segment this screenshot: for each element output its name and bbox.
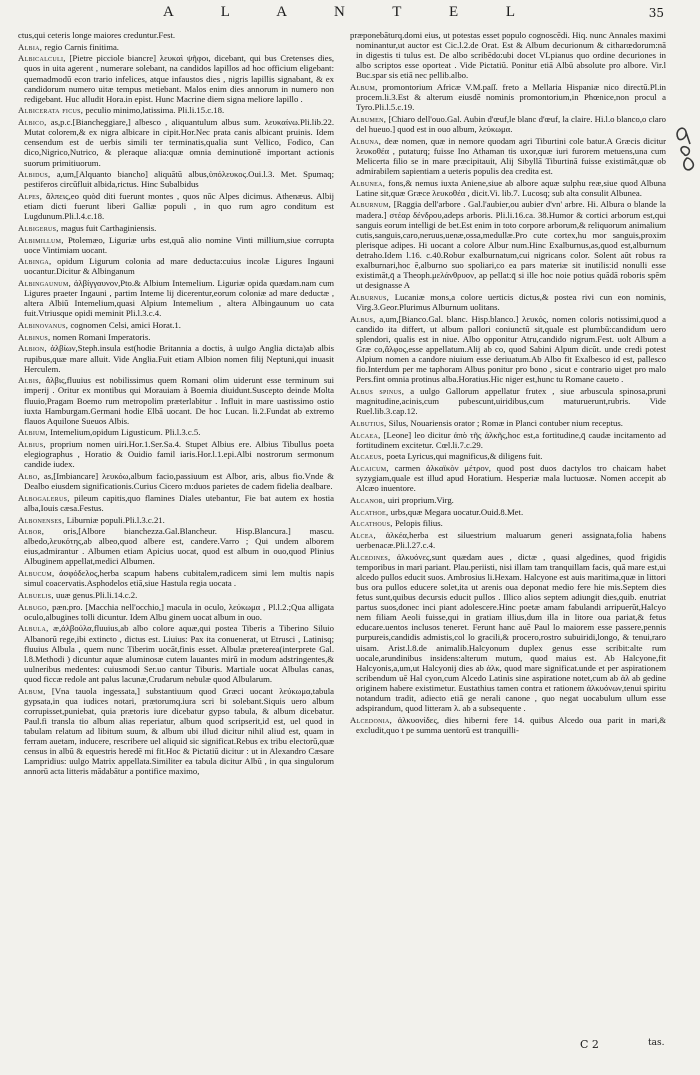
entry-headword: Albula,: [18, 623, 49, 634]
dictionary-entry: [18, 117, 334, 167]
dictionary-entry: [18, 169, 334, 189]
entry-text: oris,[Albore bianchezza.Gal.Blancheur. Hisp.Blancura.] mascu. albedo,λευκότης,ab albeo,quod albere est, candere.Varro ; Qui undem alborem eius,admirantur . Albumen etiam Apicius uocat, quod est album in ouo,quod Plinius Albuginem appellat,medici Albumen.: [24, 526, 334, 567]
entry-text: æ,ἀλβούλα,fluuius,ab albo colore aquæ,qui postea Tiberis a Tiberino Siluio Albanorū rege,ibi extincto , dictus est. Liuius: Pax ita conuenerat, ut Etrusci , Latinisq; fluuius Albula , quem nunc Tiberim uocāt,finis esset. Albulæ præterea(interprete Gal. l.8.Methodi ) dicuntur aquæ aluminosæ cutem lauantes mirū in modum adstringentes,& uulneribus medentes: cuiusmodi Ser.uo cantur Tiburis. Martiale uocat Albulas canas, quod ficcæ redole ant palus lacunæ,Crudarum nebulæ quod Albularum.: [24, 623, 334, 684]
entry-headword: Alcathoe,: [350, 506, 389, 517]
dictionary-entry: [18, 343, 334, 373]
entry-headword: Albonenses,: [18, 514, 65, 525]
running-head: A L A N T E L: [162, 4, 538, 20]
dictionary-entry: [350, 114, 666, 134]
entry-text: peculio minimo,latissima. Pli.li.15.c.18.: [85, 105, 225, 116]
entry-headword: Alburnum,: [350, 199, 392, 210]
dictionary-entry: [18, 602, 334, 622]
entry-headword: Albus spinus,: [350, 385, 405, 396]
entry-headword: Albugo,: [18, 601, 50, 612]
entry-headword: Albingaunum,: [18, 278, 72, 289]
entry-headword: Albutius,: [350, 417, 387, 428]
entry-text: ἀλκυονίδες, dies hiberni fere 14. quibus Alcedo oua parit in mari,& excludit,quo t pe summa uentorū est tranquilli-: [356, 714, 666, 735]
entry-headword: Albor,: [18, 526, 45, 537]
dictionary-entry: [18, 191, 334, 221]
entry-text: ἀσφόδελος,herba scapum habens cubitalem,radicem simi lem multis napis simul coacervatis.Asphodelos etiā,siue Hastula regia uocata .: [24, 568, 334, 589]
dictionary-entry: [18, 53, 334, 103]
entry-headword: Albidus,: [18, 169, 51, 180]
page-number: 35: [648, 6, 664, 20]
left-column: [18, 30, 334, 1030]
entry-text: a,um,[Bianco.Gal. blanc. Hisp.blanco.] λευκός, nomen coloris notissimi,quod a candido ita differt, ut album pallori coniunctū sit,quale est plumbū:candidum uero splendori, qualis est in niue. Albo opponitur Atru,candido nigrum.Fest. uolt Album a Græ co,ἄλφος,esse appellatum.Alij ab co, quod Sabini Alpum dicūt. unde credi potest Alpium nomen a candore niuium esse deriuatum.Ab Albo fit Exalbesco id est, pallesco fio.Interdum per me taphoram Albus ponitur pro bono , sicut e contrario uiget pro malo Pers.fint omnia protinus alba.Horatius.Hic niger est,hunc tu Romane caueto .: [356, 313, 666, 385]
entry-headword: Alpes,: [18, 190, 43, 201]
entry-text: ἀλβίων,Steph.insula est(hodie Britannia a doctis, à uulgo Anglia dicta)ab albis rupibus,quæ mare alluit. Vide Anglia.Fuit etiam Albion nomen filij Neptuni,qui inuasit Herculem.: [24, 343, 334, 374]
entry-headword: Alcedines,: [350, 551, 391, 562]
dictionary-entry: [350, 530, 666, 550]
entry-headword: Albogalerus,: [18, 492, 70, 503]
entry-text: as,p.c.[Biancheggiare,] albesco , aliquantulum albus sum. λευκαίνω.Pli.lib.22. Mutat colorem,& ex nigra albicare in cipit.Hor.Nec prata canis albicant pruinis. Idem censendum est de uerbis simili ter terminatis,qualia sunt Vellico, Fodico, Can dico,Nigrico,Nutrico, & pleraque alia:quæ omnia deminutionē important actionis suorum primitiuorum.: [24, 117, 334, 168]
entry-text: opidum Ligurum colonia ad mare deducta:cuius incolæ Ligures Ingauni uocantur.Dicitur & Albinganum: [24, 256, 334, 277]
entry-text: ἀλκέα,herba est siluestrium maluarum generi assignata,folia habens uerbenacæ.Pli.l.27.c.4.: [356, 529, 666, 550]
entry-text: [Chiaro dell'ouo.Gal. Aubin d'œuf,le blanc d'œuf, la claire. Hi.l.o blanco,o claro del hueuo.] quod est in ouo album, λεύκωμα.: [356, 113, 666, 135]
entry-text: a uulgo Gallorum appellatur frutex , siue arbuscula spinosa,pruni magnitudine,acinis,cum pubescunt,uiridibus,cum maturuerunt,rubris. Vide Ruel.lib.3.cap.12.: [356, 385, 666, 417]
entry-headword: Alcaicum,: [350, 462, 389, 473]
entry-headword: Alcea,: [350, 529, 376, 540]
entry-text: carmen ἀλκαϊκὸν μέτρον, quod post duos dactylos tro chaicam habet syzygiam,quale est illud apud Horatium. Hesperiæ mala luctuosæ. Nomen accepit ab Alcæo inuentore.: [356, 462, 666, 494]
dictionary-entry: [18, 278, 334, 318]
entry-text: ἀλβίγγαυνον,Pto.& Albium Intemelium. Liguriæ opida quædam.nam cum Ligures praeter Ingauni , partim Inteme lij dicerentur,eorum coloniæ ad mare deductæ , altera Albiū Intemelium,quasi Alpium Intemelium , altera Albingaunum uo cata fuit.Vtriusque opidi meminit Pli.l.3.c.4.: [24, 278, 334, 319]
dictionary-entry: [350, 463, 666, 493]
entry-headword: Alcaeus,: [350, 451, 385, 462]
entry-text: as,[Imbiancare] λευκόω,album facio,passiuum est Albor, aris, albus fio.Vnde & Dealbo eiusdem significationis.Curius Cicero m:duos parietes de cadem fidelia dealbare.: [24, 470, 334, 492]
page-header: [0, 0, 700, 26]
entry-text: [Pietre picciole biancre] λευκαὶ ψῆφοι, dicebant, qui bus Cretenses dies, quos in uita agerent , numerare solebant, na candidos lapillos ad hoc officium eligebant: quemadmodū econ trario infelices, atque infaustos dies , nigris lapillis signabant, & ex candidorum numero uitæ tempus metiebant. Malos enim dies annorum in numero non redigebant. Huc alludit Hora.in epist. Hunc Macrine diem signa meliore lapillo .: [24, 53, 334, 104]
dictionary-entry: [350, 386, 666, 416]
dictionary-entry: [18, 223, 334, 233]
entry-text: proprium nomen uiri.Hor.1.Ser.Sa.4. Stupet Albius ere. Albius Tibullus poeta elegiographus , Horatio & Ouidio famil iaris.Hor.l.1.epi.Albi nostrorum sermonum candide iudex.: [24, 439, 334, 470]
dictionary-entry: [18, 30, 334, 40]
entry-text: deæ nomen, quæ in nemore quodam agri Tiburtini cole batur.A Græcis dicitur λευκοθέα , putaturq; fuisse Ino Athaman tis uxor,quæ iuri furorem metuens,una cum Melicerta filio se in mare præcipitauit, Alij Sibyllā Tiburtinā fuisse existimāt,quæ ob admirabilem sapientiam a ueteris populis dea credita est.: [356, 135, 666, 176]
dictionary-entry: [18, 590, 334, 600]
entry-text: poeta Lyricus,qui magnificus,& diligens fuit.: [386, 451, 543, 462]
entry-text: magus fuit Carthaginiensis.: [60, 222, 157, 233]
entry-headword: Albuelis,: [18, 589, 54, 600]
entry-headword: Alcaea,: [350, 429, 381, 440]
dictionary-entry: [18, 235, 334, 255]
entry-headword: Albinga,: [18, 256, 52, 267]
dictionary-entry: [18, 439, 334, 469]
entry-headword: Alcanor,: [350, 494, 386, 505]
entry-text: urbs,quæ Megara uocatur.Ouid.8.Met.: [390, 506, 524, 517]
dictionary-entry: [350, 507, 666, 517]
dictionary-entry: [18, 375, 334, 425]
dictionary-entry: [350, 30, 666, 80]
dictionary-entry: [18, 320, 334, 330]
entry-text: [Vna tauola ingessata,] substantiuum quod Græci uocant λεύκωμα,tabula gypsata,in qua iudices notari, prætorumq.iura scri bi solebant.Siquis uero album corrupisset,puniebat, quia prætoris iure dicebatur gypso tabula, & album dicebatur. Paul.fi transla tio album alias reperiatur, album quod scripserit,id est, uel quod in tabulam relatum ad libitum suum, & album ubi illud dicitur nihil aliud est, quam in ferram auetam, inducere, rescribere uel aliquid sic significat.Rebus ex tribu electorū,quæ census in albū & equestris heredē mi fit.Hoc & Pictatiū dicitur : ut in Alexandro Cæsare Lampridius: uulgo Matrix appellata.Similiter ea tabula dicitur Albū , in qua singulorum annorū acta litteris mādabātur a pontifice maximo,: [24, 685, 334, 777]
entry-headword: Album,: [350, 82, 378, 93]
entry-headword: Albicerata ficus,: [18, 105, 84, 116]
entry-text: ἄλβις,fluuius est nobilissimus quem Romani olim uiderunt esse terminum sui imperij . Oritur ex montibus qui Morauiam à Boemia diuidunt.Suscepto deinde Molta fluuio,Pragam Boemo rum metropolim præterlabitur . Influit in mare uastissimo ostio iuxta Hamburgam.Germani hodie Elbā uocant. De hoc Lucan. li.2.Fundat ab extremo flauos Aquilone Sueuos Albis.: [24, 375, 334, 426]
dictionary-entry: [350, 552, 666, 714]
dictionary-entry: [18, 256, 334, 276]
entry-headword: Alcedonia,: [350, 714, 393, 725]
dictionary-entry: [18, 332, 334, 342]
entry-headword: Albion,: [18, 343, 47, 354]
dictionary-entry: [350, 418, 666, 428]
entry-headword: Albium,: [18, 427, 48, 438]
entry-text: pæn.pro. [Macchia nell'occhio,] macula in oculo, λεύκωμα , Pl.l.2.;Qua alligata oculo,albugines tolli dicuntur. Idem Albu ginem uocat album in ouo.: [24, 601, 334, 622]
dictionary-entry: [18, 471, 334, 491]
entry-headword: Albicalculi,: [18, 53, 66, 64]
entry-text: uiri proprium.Virg.: [387, 494, 454, 505]
entry-headword: Albo,: [18, 470, 40, 481]
dictionary-entry: [18, 427, 334, 437]
entry-headword: Albimillum,: [18, 234, 64, 245]
entry-headword: Albius,: [18, 439, 46, 450]
dictionary-entry: [350, 495, 666, 505]
entry-headword: Albus,: [350, 313, 376, 324]
entry-headword: Alburnus,: [350, 291, 390, 302]
entry-headword: Albuna,: [350, 135, 382, 146]
entry-text: ἄλπεις,eo quòd diti fuerunt montes , quos nūc Alpes dicimus. Athenæus. Albij etiam dicti fuerunt liberi Galliæ populi , in quo rum agro conditum est Lugdunum.Pli.l.4.c.18.: [24, 190, 334, 222]
two-column-text: [18, 30, 666, 1030]
dictionary-entry: [350, 715, 666, 735]
entry-headword: Albia,: [18, 41, 43, 52]
dictionary-entry: [350, 199, 666, 290]
dictionary-entry: [18, 515, 334, 525]
entry-headword: Album,: [18, 685, 46, 696]
entry-headword: Alcathous,: [350, 518, 393, 529]
dictionary-entry: [18, 42, 334, 52]
entry-text: Silus, Nouariensis orator ; Romæ in Planci contuber nium receptus.: [388, 417, 623, 428]
entry-headword: Albico,: [18, 117, 47, 128]
dictionary-entry: [350, 430, 666, 450]
entry-headword: Albigerus,: [18, 222, 59, 233]
dictionary-entry: [350, 178, 666, 198]
entry-text: Intemelium,opidum Ligusticum. Pli.l.3.c.5.: [50, 427, 201, 438]
signature-mark: C 2: [580, 1038, 599, 1051]
dictionary-entry: [18, 686, 334, 777]
entry-text: [Leone] leo dicitur ἀπὸ τῆς ἀλκῆς,hoc est,a fortitudine,q̄ caudæ incitamento ad fortitudinem excitetur. Cœl.li.7.c.29.: [356, 429, 666, 450]
dictionary-entry: [18, 526, 334, 566]
entry-text: Ptolemæo, Liguriæ urbs est,quã alio nomine Vinti millium,siue corrupta uoce Vintimiam uocant.: [24, 234, 334, 255]
dictionary-entry: [18, 568, 334, 588]
entry-text: Pelopis filius.: [394, 518, 443, 529]
dictionary-entry: [350, 518, 666, 528]
dictionary-entry: [18, 105, 334, 115]
dictionary-entry: [350, 82, 666, 112]
entry-text: cognomen Celsi, amici Horat.1.: [70, 320, 181, 331]
entry-text: a,um,[Alquanto biancho] aliquātū albus,ὑπόλευκος.Oui.l.3. Met. Spumaq; pestiferos circūfluit albida,rictus. Hinc Subalbidus: [24, 169, 334, 190]
dictionary-entry: [18, 493, 334, 513]
dictionary-entry: [350, 136, 666, 176]
handwritten-margin-note: [672, 120, 698, 180]
entry-text: Lucaniæ mons,a colore uerticis dictus,& postea rivi cun eon nominis, Virg.3.Geor.Plurimus Alburnum uolitans.: [356, 291, 666, 312]
entry-text: promontorium Africæ V.M.paſſ. freto a Mellaria Hispaniæ nico directū.Pl.in procem.li.3.Est & alterum eiusdē nominis promontorium,in Phœnice,non procul a Tyro.Pli.l.5.c.19.: [356, 82, 666, 113]
dictionary-entry: [350, 451, 666, 461]
page-footer: [0, 1036, 700, 1066]
entry-text: fons,& nemus iuxta Aniene,siue ab albore aquæ sulphu reæ,siue quod Albuna Latine sit,quæ Græce λευκοθέα , dicit.Vi. lib.7. Lucosq; sub alta consulit Albunea.: [356, 177, 666, 198]
entry-text: Liburniæ populi.Pli.l.3.c.21.: [66, 514, 165, 525]
dictionary-entry: [350, 314, 666, 385]
entry-text: [Raggia dell'arbore . Gal.l'aubier,ou aubier d'vn' arbre. Hi. Albura o blande la madera.] στέαρ δένδρου,adeps arboris. Pli.li.16.ca. 38.Humor & cortici arborum est,qui sanguis eorum intelligi de bet.Est enim in toto corpore arborum,& reliquorum animalium cutis,sanguis,caro,neruus,uenæ,ossa,medullæ.Pro cute cortex,hu mor sanguis,proxim plerisque adipes. Hi uocant a colore Albur num.Hinc Exalburnus,as,quod est,alburnum detraho.Idem l.16. c.40.Robur exalburnatum,cui nigricans color. Solent aūt robus ra exalburnari,hoc ē,alburno suo spoliari,co ea pars materiæ sit inutilis:id nonulli esse existimāt,q̄ a Theoph.μελάνθρυον, ap pellat:q̄ si ille hoc noie potius quādā roboris spēm ut designasse A: [356, 199, 666, 291]
entry-headword: Albumen,: [350, 113, 387, 124]
entry-text: regio Carnis finitima.: [44, 41, 119, 52]
entry-headword: Albunea,: [350, 177, 386, 188]
right-column: [350, 30, 666, 1030]
entry-text: ctus,qui ceteris longe maiores creduntur.Fest.: [18, 30, 176, 40]
entry-text: nomen Romani Imperatoris.: [52, 331, 151, 342]
entry-headword: Albinus,: [18, 331, 51, 342]
entry-text: ἀλκυόνες,sunt quædam aues , dictæ , quasi algedines, quod frigidis temporibus in mari pariant. Plau.periisti, nisi illam tam tranquillam facis, quā mare est,ui alcedo pullos educit suos. Ambrosius li.Hexam. Halcyone est auis maritima,quæ in littori bus ora pullos educere solet,ita ut arenis oua deponat medio fere hie mis.Septem dies fetus sunt,quibus decursis educit pullos . Illico alios septem adiungit dies,quib. enutriat partus suos,donec inci piant adolescere.Hinc poetæ amam fabulandi arripuerūt,Halcyo nem filiam Aeoli fuisse,qui in gratiam illius,dum illa in litore oua pariat,& fetus educare.uentos inclusos teneret. Ferunt hanc auē Paul lo maiorem esse passere,pennis purpureis,candidis admistis,col lo gracili,& procero,rostro subuiridi,longo, & tenui,raro uisam. Arist.l.8.de animalib.Halcyonum duplex genus esse scribit:alte rum uocale,arundinibus insidens:alterum mutum, quod maius est. Ab Halcyone,fit Halcyonis,a,um,ut Halcyonij dies ab ἀλκ, quod mare significat.unde et per aspirationem scribendum uē Hal cyon,cum Alcedo Latinis sine aspiratione notet,cum ab ἁλ ab gedine originem habere existimetur. Eustathius tamen contra et rationem ἀλκυόνων,tenui spiritu notandum tradit, adiecto etiā ge nerali canone , quo negat uocabulum ullum esse adspirandum, quod litteram λ. ab a subsequente .: [356, 551, 666, 714]
dictionary-entry: [350, 292, 666, 312]
entry-headword: Albis,: [18, 375, 42, 386]
entry-headword: Albinovanus,: [18, 320, 69, 331]
entry-headword: Albucum,: [18, 568, 55, 579]
entry-text: pileum capitis,quo flamines Diales utebantur, Fie bat autem ex hostia alba,Iouis cæsa.Festus.: [24, 492, 334, 513]
dictionary-entry: [18, 623, 334, 684]
catchword: tas.: [648, 1038, 665, 1048]
entry-text: præponebāturq.domi eius, ut potestas esset populo cognoscēdi. Hiq. nunc Annales maximi nominantur,ut auctor est Cic.l.2.de Orat. Est & Album decurionum & citharœdorum:nā in digestis ti tulus est. De albo scribēdo:ubi docet VLpianus quo ordine decuriones in albo scriptos esse oporteat . Vide Pictatiū. Ponitur etiā Albū absolute pro albore. Vir.l Buc.spar sis etiā nec pellib.albo.: [350, 30, 666, 81]
entry-text: uuæ genus.Pli.li.14.c.2.: [55, 589, 138, 600]
